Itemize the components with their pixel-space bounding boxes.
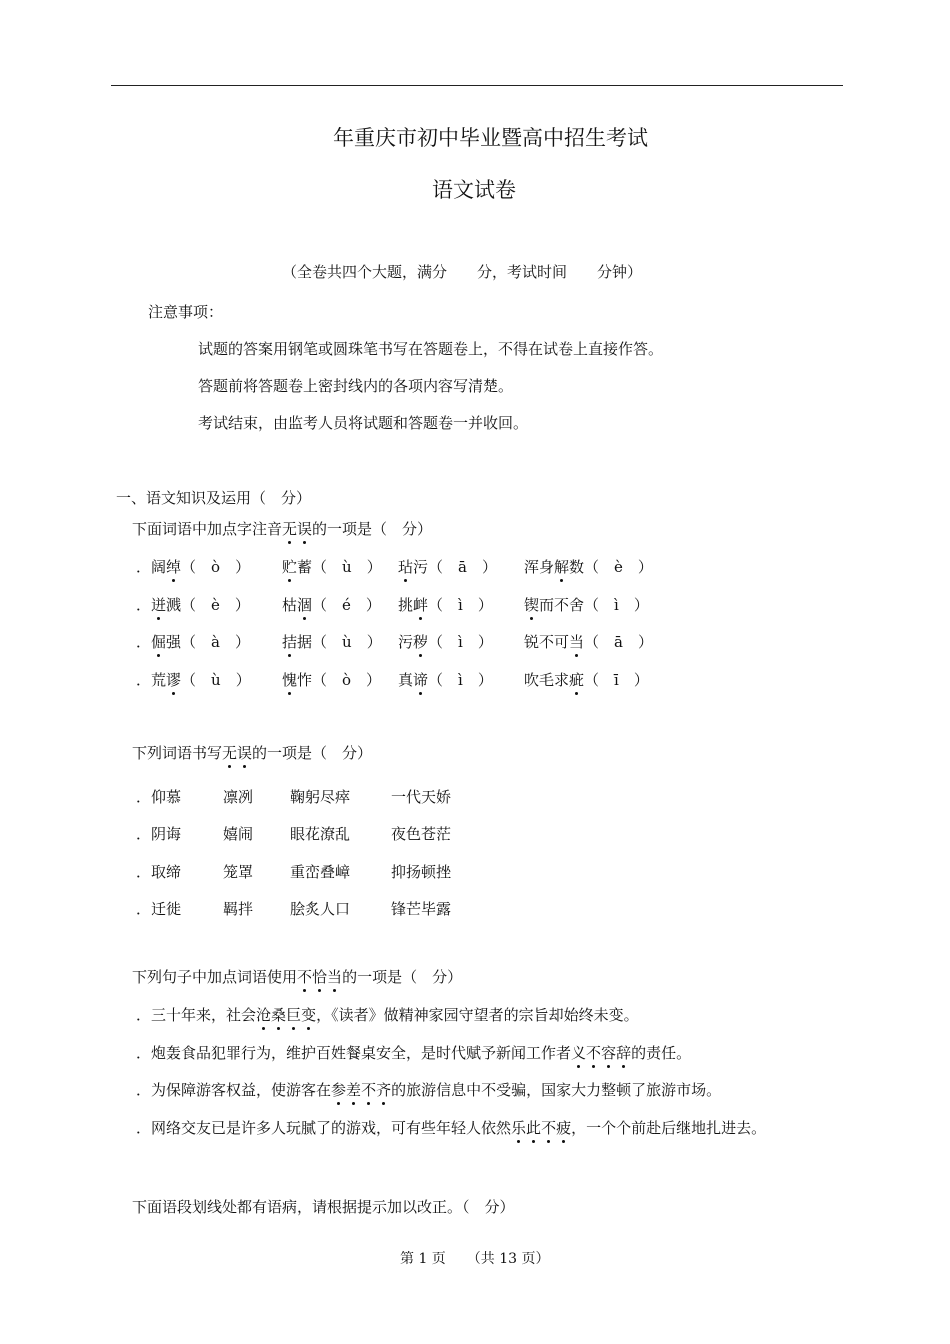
word-part: 吹毛求 <box>524 671 570 689</box>
pinyin-text: （ ù ） <box>181 671 251 689</box>
word-option-cell <box>136 823 181 844</box>
word-text: 羁拌 <box>223 900 254 918</box>
dotted-char: 恰 <box>312 968 328 986</box>
pinyin-option-cell <box>524 594 649 615</box>
dotted-word-part <box>524 596 539 614</box>
dotted-word-part <box>151 596 166 614</box>
sentence-text: 为保障游客权益，使游客在 <box>151 1081 332 1099</box>
dotted-char: 沧 <box>256 1006 272 1024</box>
dotted-word-part <box>282 558 297 576</box>
pinyin-text: （ ò ） <box>181 558 251 576</box>
word-part: 数 <box>569 558 585 576</box>
dotted-char: 涸 <box>297 596 313 614</box>
pinyin-text: （ è ） <box>181 596 250 614</box>
dotted-char: 无 <box>222 744 238 762</box>
dotted-phrase <box>511 1119 571 1137</box>
word-option-cell <box>391 861 451 882</box>
word-text: 阴诲 <box>151 825 182 843</box>
stem-text: 的一项是（ 分） <box>342 968 463 986</box>
sentence-option <box>136 1117 766 1138</box>
word-part: 浑身 <box>524 558 555 576</box>
option-marker: ． <box>136 825 152 843</box>
word-part: 溅 <box>166 596 182 614</box>
dotted-char: 不 <box>586 1044 602 1062</box>
dotted-char: 倔 <box>151 633 167 651</box>
sentence-option <box>136 1079 721 1100</box>
dotted-char: 迸 <box>151 596 167 614</box>
dotted-char: 差 <box>346 1081 362 1099</box>
dotted-char: 不 <box>541 1119 557 1137</box>
dotted-char: 巨 <box>286 1006 302 1024</box>
pinyin-text: （ è ） <box>584 558 653 576</box>
exam-meta: （全卷共四个大题，满分 分，考试时间 分钟） <box>282 263 643 281</box>
dotted-char: 不 <box>361 1081 377 1099</box>
sentence-text: 网络交友已是许多人玩腻了的游戏，可有些年轻人依然 <box>151 1119 512 1137</box>
pinyin-option-cell <box>524 631 653 652</box>
word-text: 眼花潦乱 <box>290 825 351 843</box>
dotted-char: 桑 <box>271 1006 287 1024</box>
stem-text: 的一项是（ 分） <box>252 744 373 762</box>
stem-text: 下面词语中加点字注音 <box>132 520 283 538</box>
dotted-char: 拮 <box>282 633 298 651</box>
dotted-char: 愧 <box>282 671 298 689</box>
dotted-char: 贮 <box>282 558 298 576</box>
word-text: 重峦叠嶂 <box>290 863 351 881</box>
dotted-phrase <box>571 1044 631 1062</box>
dotted-char: 齐 <box>376 1081 392 1099</box>
pinyin-text: （ ì ） <box>428 596 493 614</box>
option-marker: ． <box>136 788 152 806</box>
sentence-text: 三十年来，社会 <box>151 1006 257 1024</box>
dotted-word-part <box>166 671 181 689</box>
word-text: 脍炙人口 <box>290 900 351 918</box>
dotted-char: 辞 <box>616 1044 632 1062</box>
word-part: 据 <box>297 633 313 651</box>
word-option-cell <box>290 898 350 919</box>
stem-text: 的一项是（ 分） <box>312 520 433 538</box>
option-marker: ． <box>136 863 152 881</box>
word-option-cell <box>290 861 350 882</box>
option-marker: ． <box>136 1081 152 1099</box>
dotted-word-part <box>282 671 297 689</box>
dotted-char: 误 <box>297 520 313 538</box>
word-part: 强 <box>166 633 182 651</box>
top-rule <box>111 85 843 86</box>
word-option-cell <box>290 786 350 807</box>
word-option-cell <box>136 861 181 882</box>
dotted-word-part <box>413 596 428 614</box>
dotted-word-part <box>398 558 413 576</box>
dotted-char: 义 <box>571 1044 587 1062</box>
stem-text: 下列词语书写 <box>132 744 223 762</box>
option-marker: ． <box>136 1006 152 1024</box>
dotted-word-part <box>413 633 428 651</box>
dotted-char: 当 <box>327 968 343 986</box>
dotted-word-part <box>569 671 584 689</box>
pinyin-option-cell <box>398 631 493 652</box>
section-heading: 一、语文知识及运用（ 分） <box>116 489 312 507</box>
word-part: 怍 <box>297 671 313 689</box>
word-text: 嬉闹 <box>223 825 254 843</box>
dotted-char: 谬 <box>166 671 182 689</box>
word-part: 锐不可 <box>524 633 570 651</box>
word-text: 凛冽 <box>223 788 254 806</box>
pinyin-option-cell <box>136 594 250 615</box>
pinyin-option-cell <box>282 594 381 615</box>
word-text: 笼罩 <box>223 863 254 881</box>
dotted-char: 玷 <box>398 558 414 576</box>
pinyin-option-cell <box>398 594 493 615</box>
dotted-char: 误 <box>237 744 253 762</box>
pinyin-option-cell <box>136 556 250 577</box>
word-text: 抑扬顿挫 <box>391 863 452 881</box>
pinyin-option-cell <box>136 631 250 652</box>
option-marker: ． <box>136 596 152 614</box>
word-part: 污 <box>413 558 429 576</box>
word-option-cell <box>391 823 451 844</box>
dotted-word-part <box>151 633 166 651</box>
notice-item: 试题的答案用钢笔或圆珠笔书写在答题卷上，不得在试卷上直接作答。 <box>198 340 664 358</box>
word-text: 鞠躬尽瘁 <box>290 788 351 806</box>
dotted-word-part <box>569 633 584 651</box>
pinyin-option-cell <box>524 669 649 690</box>
dotted-word-part <box>282 633 297 651</box>
sentence-text: 的责任。 <box>631 1044 692 1062</box>
word-text: 夜色苍茫 <box>391 825 452 843</box>
stem-emphasis <box>297 968 342 986</box>
dotted-char: 绰 <box>166 558 182 576</box>
pinyin-option-cell <box>282 631 382 652</box>
word-text: 一代天娇 <box>391 788 452 806</box>
pinyin-text: （ ì ） <box>428 633 493 651</box>
dotted-char: 乐 <box>511 1119 527 1137</box>
word-option-cell <box>136 786 181 807</box>
word-text: 取缔 <box>151 863 182 881</box>
sentence-text: 炮轰食品犯罪行为，维护百姓餐桌安全，是时代赋予新闻工作者 <box>151 1044 572 1062</box>
word-part: 而不舍 <box>539 596 585 614</box>
word-text: 迁徙 <box>151 900 182 918</box>
dotted-word-part <box>297 596 312 614</box>
pinyin-option-cell <box>524 556 653 577</box>
dotted-phrase <box>331 1081 391 1099</box>
word-part: 阔 <box>151 558 167 576</box>
notice-heading: 注意事项： <box>148 303 224 321</box>
pinyin-text: （ é ） <box>312 596 381 614</box>
notice-item: 考试结束，由监考人员将试题和答题卷一并收回。 <box>198 414 529 432</box>
word-option-cell <box>290 823 350 844</box>
pinyin-text: （ ù ） <box>312 633 382 651</box>
word-option-cell <box>391 786 451 807</box>
dotted-char: 容 <box>601 1044 617 1062</box>
dotted-phrase <box>256 1006 316 1024</box>
stem-text: 下列句子中加点词语使用 <box>132 968 298 986</box>
sentence-option <box>136 1004 639 1025</box>
stem-emphasis <box>282 520 312 538</box>
dotted-char: 参 <box>331 1081 347 1099</box>
word-option-cell <box>223 898 253 919</box>
dotted-word-part <box>413 671 428 689</box>
pinyin-text: （ ì ） <box>584 596 649 614</box>
word-option-cell <box>223 823 253 844</box>
word-option-cell <box>223 861 253 882</box>
pinyin-text: （ ò ） <box>312 671 382 689</box>
word-part: 枯 <box>282 596 298 614</box>
sentence-text: ，《读者》做精神家园守望者的宗旨却始终未变。 <box>316 1006 639 1024</box>
word-option-cell <box>223 786 253 807</box>
word-text: 锋芒毕露 <box>391 900 452 918</box>
exam-subtitle: 语文试卷 <box>432 178 516 202</box>
dotted-char: 秽 <box>413 633 429 651</box>
dotted-word-part <box>166 558 181 576</box>
dotted-char: 解 <box>554 558 570 576</box>
word-part: 污 <box>398 633 414 651</box>
pinyin-text: （ ì ） <box>428 671 493 689</box>
dotted-char: 此 <box>526 1119 542 1137</box>
notice-item: 答题前将答题卷上密封线内的各项内容写清楚。 <box>198 377 514 395</box>
dotted-char: 无 <box>282 520 298 538</box>
question-stem <box>132 742 372 763</box>
word-option-cell <box>391 898 451 919</box>
pinyin-text: （ ā ） <box>428 558 497 576</box>
question-stem <box>132 518 432 539</box>
sentence-text: 的旅游信息中不受骗，国家大力整顿了旅游市场。 <box>391 1081 722 1099</box>
dotted-char: 疵 <box>569 671 585 689</box>
dotted-char: 衅 <box>413 596 429 614</box>
pinyin-option-cell <box>398 556 497 577</box>
dotted-char: 变 <box>301 1006 317 1024</box>
word-part: 荒 <box>151 671 167 689</box>
dotted-char: 疲 <box>556 1119 572 1137</box>
option-marker: ． <box>136 1119 152 1137</box>
word-part: 蓄 <box>297 558 313 576</box>
pinyin-text: （ à ） <box>181 633 250 651</box>
word-text: 仰慕 <box>151 788 182 806</box>
dotted-char: 当 <box>569 633 585 651</box>
exam-title: 年重庆市初中毕业暨高中招生考试 <box>333 126 648 150</box>
option-marker: ． <box>136 558 152 576</box>
word-option-cell <box>136 898 181 919</box>
pinyin-text: （ ù ） <box>312 558 382 576</box>
question-stem: 下面语段划线处都有语病，请根据提示加以改正。（ 分） <box>132 1198 515 1216</box>
option-marker: ． <box>136 633 152 651</box>
word-part: 挑 <box>398 596 414 614</box>
dotted-word-part <box>554 558 569 576</box>
dotted-char: 不 <box>297 968 313 986</box>
stem-emphasis <box>222 744 252 762</box>
pinyin-option-cell <box>282 669 381 690</box>
option-marker: ． <box>136 900 152 918</box>
sentence-text: ，一个个前赴后继地扎进去。 <box>571 1119 767 1137</box>
dotted-char: 锲 <box>524 596 540 614</box>
option-marker: ． <box>136 1044 152 1062</box>
question-stem <box>132 966 462 987</box>
page-footer: 第 1 页 （共 13 页） <box>400 1251 550 1267</box>
pinyin-option-cell <box>282 556 382 577</box>
sentence-option <box>136 1042 691 1063</box>
pinyin-text: （ ī ） <box>584 671 649 689</box>
pinyin-text: （ ā ） <box>584 633 653 651</box>
word-part: 真 <box>398 671 414 689</box>
pinyin-option-cell <box>136 669 251 690</box>
dotted-char: 谛 <box>413 671 429 689</box>
pinyin-option-cell <box>398 669 493 690</box>
option-marker: ． <box>136 671 152 689</box>
